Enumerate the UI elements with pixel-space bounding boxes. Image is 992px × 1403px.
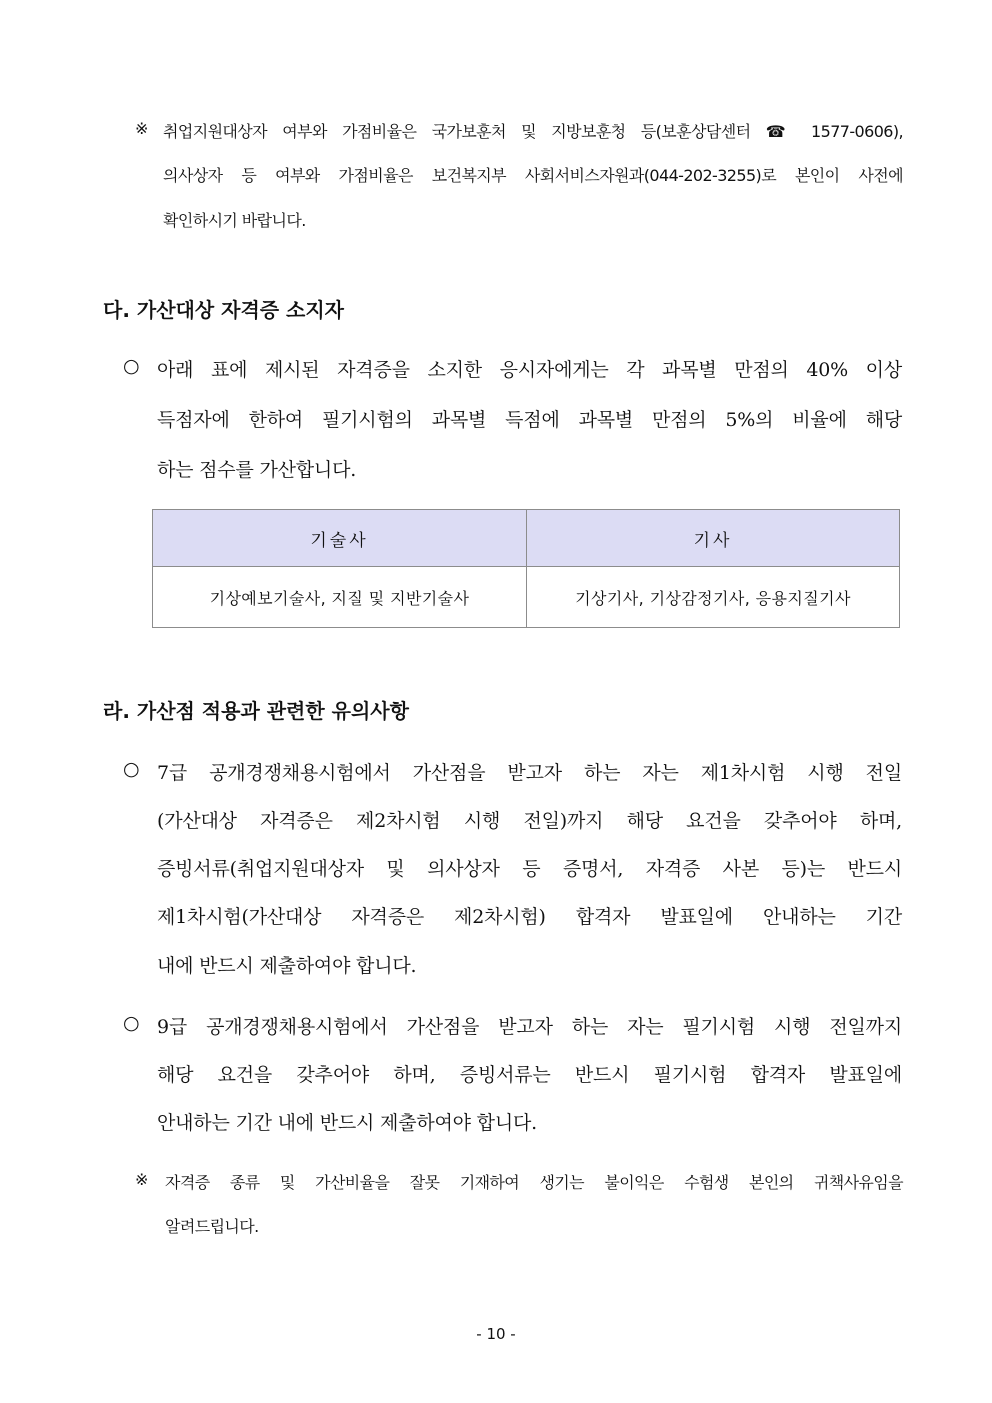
note-mark: ※ xyxy=(135,119,148,138)
note-mark: ※ xyxy=(135,1170,148,1189)
note-line: 확인하시기 바랍니다. xyxy=(163,211,306,230)
table-row xyxy=(153,567,900,628)
note-line: 자격증 종류 및 가산비율을 잘못 기재하여 생기는 불이익은 수험생 본인의 귀책사유임을 xyxy=(165,1173,903,1192)
paragraph-line: 제1차시험(가산대상 자격증은 제2차시험) 합격자 발표일에 안내하는 기간 xyxy=(157,906,902,928)
paragraph-line: 해당 요건을 갖추어야 하며, 증빙서류는 반드시 필기시험 합격자 발표일에 xyxy=(157,1064,902,1086)
paragraph-line: 내에 반드시 제출하여야 합니다. xyxy=(157,955,417,977)
note-line: 알려드립니다. xyxy=(165,1217,259,1236)
paragraph-line: 득점자에 한하여 필기시험의 과목별 득점에 과목별 만점의 5%의 비율에 해당 xyxy=(157,409,902,431)
bullet-circle: ○ xyxy=(123,758,140,780)
note-line: 의사상자 등 여부와 가점비율은 보건복지부 사회서비스자원과(044-202-3255)로 본인이 사전에 xyxy=(163,166,903,185)
paragraph-line: 안내하는 기간 내에 반드시 제출하여야 합니다. xyxy=(157,1112,537,1134)
paragraph-line: 7급 공개경쟁채용시험에서 가산점을 받고자 하는 자는 제1차시험 시행 전일 xyxy=(157,762,902,784)
note-line: 취업지원대상자 여부와 가점비율은 국가보훈처 및 지방보훈청 등(보훈상담센터 ☎ 1577-0606), xyxy=(163,122,903,141)
section-heading: 다. 가산대상 자격증 소지자 xyxy=(103,298,345,322)
bullet-circle: ○ xyxy=(123,355,140,377)
table-header-cell: 기술사 xyxy=(153,510,527,567)
page-number: - 10 - xyxy=(476,1325,516,1343)
paragraph-line: 9급 공개경쟁채용시험에서 가산점을 받고자 하는 자는 필기시험 시행 전일까지 xyxy=(157,1016,902,1038)
table-header-cell: 기사 xyxy=(527,510,900,567)
table-header-row xyxy=(153,510,900,567)
paragraph-line: 증빙서류(취업지원대상자 및 의사상자 등 증명서, 자격증 사본 등)는 반드시 xyxy=(157,858,902,880)
paragraph-line: 아래 표에 제시된 자격증을 소지한 응시자에게는 각 과목별 만점의 40% 이상 xyxy=(157,359,902,381)
section-heading: 라. 가산점 적용과 관련한 유의사항 xyxy=(103,699,409,723)
table-cell: 기상예보기술사, 지질 및 지반기술사 xyxy=(153,567,527,628)
paragraph-line: (가산대상 자격증은 제2차시험 시행 전일)까지 해당 요건을 갖추어야 하며, xyxy=(157,810,902,832)
paragraph-line: 하는 점수를 가산합니다. xyxy=(157,459,357,481)
certificate-table xyxy=(152,509,900,628)
bullet-circle: ○ xyxy=(123,1012,140,1034)
table-cell: 기상기사, 기상감정기사, 응용지질기사 xyxy=(527,567,900,628)
